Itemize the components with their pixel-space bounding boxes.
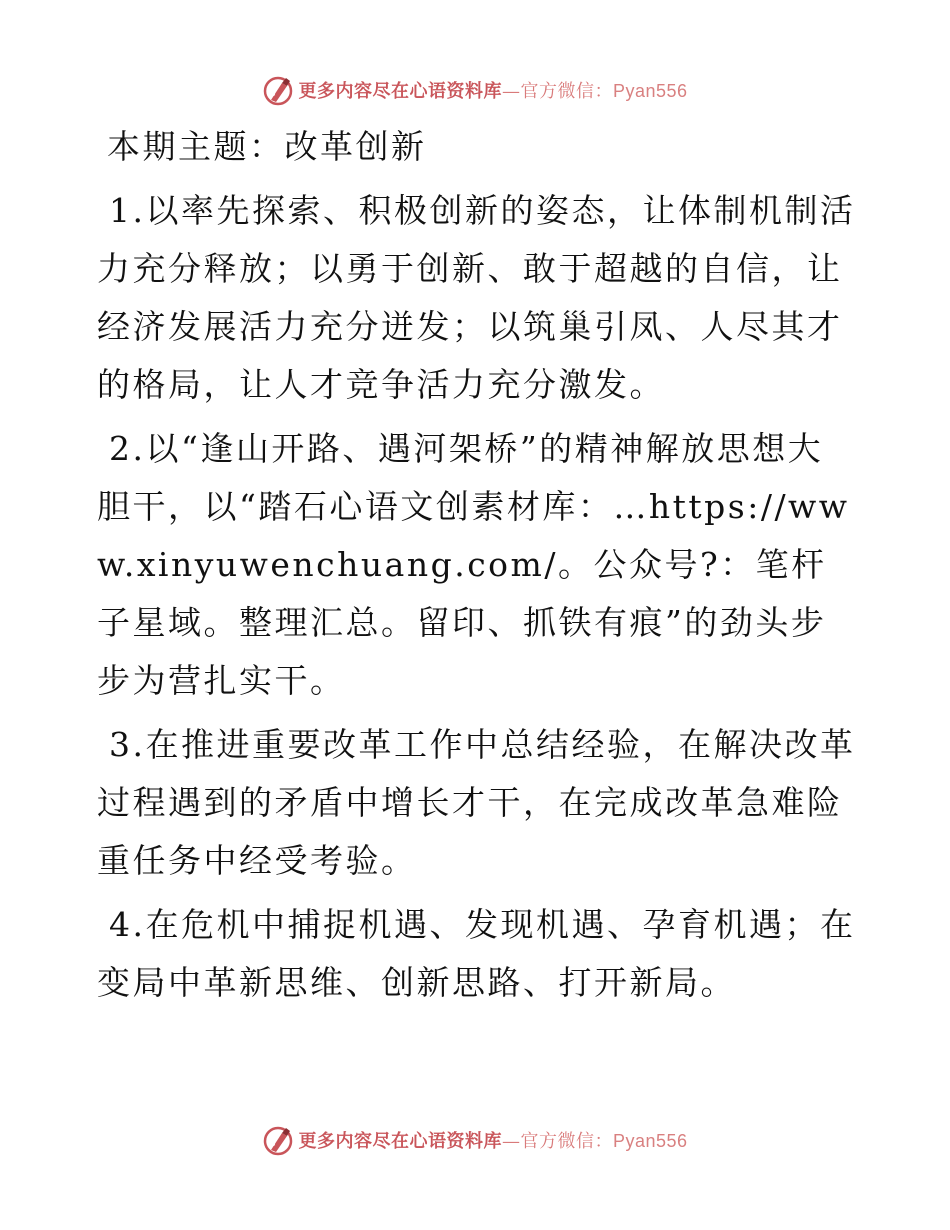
banner-brand: 更多内容尽在心语资料库 [298, 81, 502, 102]
banner-dash: — [501, 1131, 521, 1152]
banner-brand: 更多内容尽在心语资料库 [298, 1131, 502, 1152]
document-body [97, 118, 857, 1018]
banner-text [298, 77, 687, 103]
paragraph-1: 1.以率先探索、积极创新的姿态，让体制机制活力充分释放；以勇于创新、敢于超越的自信，让经济发展活力充分迸发；以筑巢引凤、人尽其才的格局，让人才竞争活力充分激发。 [97, 191, 856, 404]
paragraph-2: 2.以“逢山开路、遇河架桥”的精神解放思想大胆干，以“踏石心语文创素材库：…https://www.xinyuwenchuang.com/。公众号?：笔杆子星域。整理汇总。留印、抓铁有痕”的劲头步步为营扎实干。 [97, 429, 850, 700]
banner-wechat-id: Pyan556 [612, 1131, 688, 1151]
paragraph-3: 3.在推进重要改革工作中总结经验，在解决改革过程遇到的矛盾中增长才干，在完成改革急难险重任务中经受考验。 [97, 725, 856, 880]
pen-nib-logo-icon [262, 1124, 294, 1156]
paragraph-4: 4.在危机中捕捉机遇、发现机遇、孕育机遇；在变局中革新思维、创新思路、打开新局。 [97, 905, 856, 1002]
banner-text [298, 1127, 687, 1153]
banner-dash: — [501, 81, 521, 102]
pen-nib-logo-icon [262, 74, 294, 106]
header-banner [0, 70, 950, 110]
banner-wechat-label: 官方微信： [520, 81, 613, 102]
document-title: 本期主题：改革创新 [107, 127, 427, 166]
banner-wechat-label: 官方微信： [520, 1131, 613, 1152]
footer-banner [0, 1120, 950, 1160]
banner-wechat-id: Pyan556 [612, 81, 688, 101]
